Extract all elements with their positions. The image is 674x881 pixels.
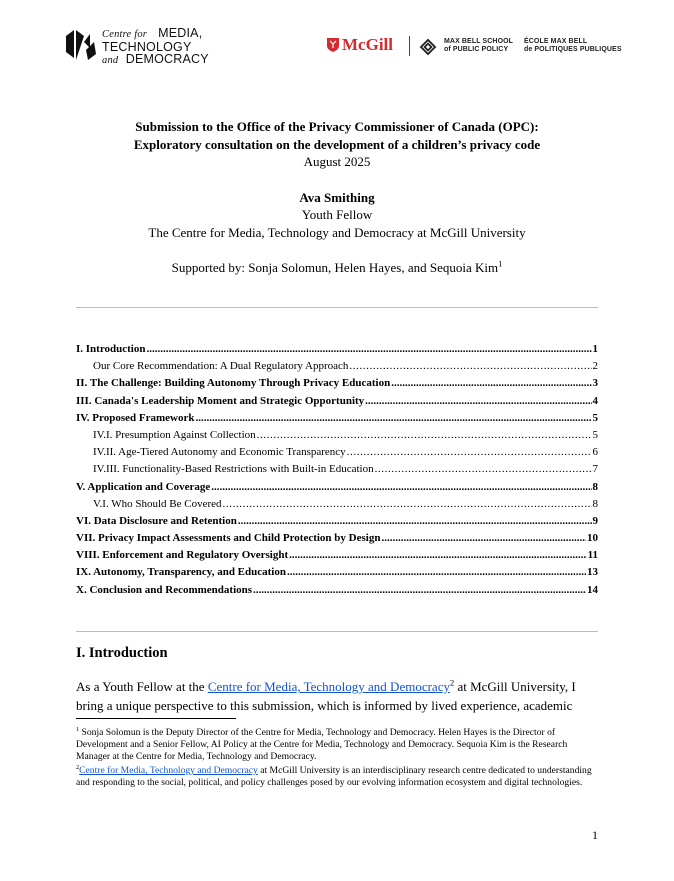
title-line1: Submission to the Office of the Privacy Commissioner of Canada (OPC): (135, 119, 539, 134)
toc-entry-label[interactable]: IV.III. Functionality-Based Restrictions with Built-in Education (93, 463, 374, 476)
toc-entry-page[interactable]: 9 (592, 514, 598, 527)
footnote-1-num: 1 (76, 725, 80, 733)
toc-entry-label[interactable]: VI. Data Disclosure and Retention (76, 514, 237, 527)
max-bell-fr (524, 38, 622, 54)
toc-entry[interactable] (76, 564, 598, 581)
toc-entry[interactable] (76, 427, 598, 444)
toc-entry-page[interactable]: 5 (592, 428, 598, 441)
toc-entry-label[interactable]: IV.II. Age-Tiered Autonomy and Economic Transparency (93, 446, 346, 459)
intro-paragraph (76, 677, 606, 715)
toc-entry-page[interactable]: 4 (592, 394, 598, 407)
cmtd-logo (64, 26, 224, 64)
toc-leader-dots (381, 530, 586, 547)
toc-entry[interactable] (76, 530, 598, 547)
toc-entry-page[interactable]: 7 (592, 463, 598, 476)
toc-entry-label[interactable]: V. Application and Coverage (76, 480, 211, 493)
toc-entry-page[interactable]: 3 (592, 377, 598, 390)
para-rest: at McGill University, I bring a unique perspective to this submission, which is informed by lived experience, academic (76, 679, 576, 713)
toc-entry-label[interactable]: II. The Challenge: Building Autonomy Through Privacy Education (76, 377, 391, 390)
footnote-2-text: at McGill University is an interdisciplinary research centre dedicated to understanding and responding to the social, political, and policy challenges posed by our evolving information ecosystem and digital technologies. (76, 765, 592, 789)
toc-leader-dots (238, 513, 592, 530)
footnote-ref-2[interactable]: 2 (449, 677, 455, 688)
cmtd-mark-icon (64, 28, 98, 62)
toc-entry-page[interactable]: 6 (592, 446, 598, 459)
toc-entry[interactable] (76, 461, 598, 478)
toc-entry[interactable] (76, 358, 598, 375)
title-line2: Exploratory consultation on the development of a children’s privacy code (133, 137, 541, 152)
cmtd-line1: MEDIA, (158, 26, 203, 40)
table-of-contents (76, 341, 598, 599)
footnote-rule (76, 718, 236, 719)
toc-entry[interactable] (76, 375, 598, 392)
toc-entry-label[interactable]: IV. Proposed Framework (76, 411, 195, 424)
section-heading: I. Introduction (76, 645, 168, 661)
divider-bottom (76, 631, 598, 632)
toc-entry[interactable] (76, 479, 598, 496)
title-date: August 2025 (303, 154, 371, 169)
toc-leader-dots (347, 444, 592, 461)
toc-entry[interactable] (76, 410, 598, 427)
toc-leader-dots (365, 393, 591, 410)
toc-leader-dots (375, 461, 592, 478)
toc-entry-label[interactable]: X. Conclusion and Recommendations (76, 583, 253, 596)
para-start: As a Youth Fellow at the (76, 679, 208, 694)
toc-entry-label[interactable]: III. Canada's Leadership Moment and Strategic Opportunity (76, 394, 365, 407)
toc-entry[interactable] (76, 582, 598, 599)
toc-leader-dots (349, 358, 591, 375)
toc-entry-label[interactable]: IV.I. Presumption Against Collection (93, 428, 256, 441)
cmtd-link[interactable]: Centre for Media, Technology and Democracy (207, 679, 450, 694)
mcgill-crest-icon (326, 37, 340, 53)
footnote-ref-1[interactable]: 1 (498, 258, 503, 269)
cmtd-line3-italic: and (102, 55, 119, 66)
toc-leader-dots (289, 547, 586, 564)
toc-entry-page[interactable]: 13 (587, 566, 598, 579)
toc-leader-dots (146, 341, 591, 358)
logo-separator (409, 36, 410, 56)
author-role: Youth Fellow (301, 207, 373, 222)
author-affiliation: The Centre for Media, Technology and Democracy at McGill University (148, 225, 526, 240)
footnote-1-text: Sonja Solomun is the Deputy Director of the Centre for Media, Technology and Democracy. Helen Hayes is the Director of Development and a Senior Fellow, AI Policy at the Centre for Media, Technology and Democracy. Sequoia Kim is the Research Manager at the Centre for Media, Technology and Democracy. (76, 727, 568, 763)
toc-entry[interactable] (76, 341, 598, 358)
toc-entry-page[interactable]: 11 (587, 549, 598, 562)
toc-leader-dots (391, 375, 591, 392)
divider-top (76, 307, 598, 308)
toc-entry[interactable] (76, 393, 598, 410)
toc-leader-dots (253, 582, 586, 599)
toc-entry-label[interactable]: V.I. Who Should Be Covered (93, 497, 222, 510)
footnote-2 (76, 765, 596, 789)
toc-entry[interactable] (76, 444, 598, 461)
cmtd-line2: TECHNOLOGY (102, 40, 192, 54)
toc-entry-page[interactable]: 8 (592, 480, 598, 493)
toc-entry-page[interactable]: 5 (592, 411, 598, 424)
max-bell-fr-line1: ÉCOLE MAX BELL (524, 38, 588, 45)
toc-entry-label[interactable]: VIII. Enforcement and Regulatory Oversight (76, 549, 289, 562)
max-bell-en-line1: MAX BELL SCHOOL (444, 38, 514, 45)
cmtd-line3: DEMOCRACY (125, 52, 209, 66)
max-bell-fr-line2: de POLITIQUES PUBLIQUES (524, 46, 622, 53)
cmtd-line1-italic: Centre for (102, 29, 148, 40)
supported-by (0, 260, 674, 276)
toc-leader-dots (211, 479, 591, 496)
toc-leader-dots (287, 564, 586, 581)
toc-entry-page[interactable]: 10 (587, 532, 598, 545)
page-number: 1 (592, 828, 598, 842)
max-bell-en-line2: of PUBLIC POLICY (444, 46, 509, 53)
toc-entry-page[interactable]: 2 (592, 360, 598, 373)
toc-leader-dots (257, 427, 592, 444)
mcgill-wordmark: McGill (342, 35, 393, 54)
max-bell-mark-icon (418, 37, 438, 57)
max-bell-en (444, 38, 513, 54)
toc-leader-dots (195, 410, 591, 427)
toc-entry[interactable] (76, 496, 598, 513)
supported-by-text: Supported by: Sonja Solomun, Helen Hayes, and Sequoia Kim (171, 260, 499, 275)
toc-entry-page[interactable]: 8 (592, 497, 598, 510)
toc-entry-page[interactable]: 14 (587, 583, 598, 596)
footnote-1 (76, 727, 596, 764)
toc-leader-dots (223, 496, 592, 513)
toc-entry-page[interactable]: 1 (592, 343, 598, 355)
toc-entry-label[interactable]: VII. Privacy Impact Assessments and Child Protection by Design (76, 532, 381, 545)
toc-entry[interactable] (76, 513, 598, 530)
toc-entry-label[interactable]: IX. Autonomy, Transparency, and Education (76, 566, 286, 579)
footnote-2-num: 2 (76, 763, 80, 771)
footnote-2-link[interactable]: Centre for Media, Technology and Democracy (79, 765, 258, 776)
toc-entry[interactable] (76, 547, 598, 564)
toc-entry-label[interactable]: I. Introduction (76, 343, 146, 355)
author-name: Ava Smithing (299, 190, 375, 205)
toc-entry-label[interactable]: Our Core Recommendation: A Dual Regulatory Approach (93, 360, 349, 373)
